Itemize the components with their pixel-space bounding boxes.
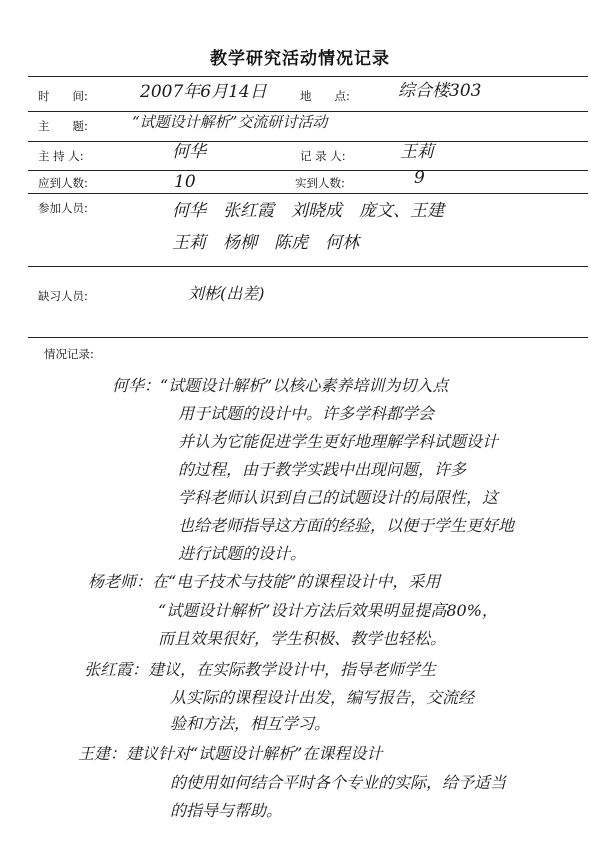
expected-count-value: 10 [174, 172, 196, 192]
record-line: 进行试题的设计。 [178, 544, 307, 563]
recorder-value: 王莉 [400, 142, 434, 162]
divider [28, 337, 588, 338]
record-line: 而且效果很好，学生积极、教学也轻松。 [158, 629, 447, 648]
place-label: 地 点: [300, 89, 350, 103]
participants-line: 何华 张红霞 刘晓成 庞文、王建 [172, 201, 444, 221]
time-value: 2007年6月14日 [140, 82, 267, 102]
divider [28, 141, 588, 142]
record-line: 学科老师认识到自己的试题设计的局限性，这 [178, 488, 499, 507]
record-line: 何华：“试题设计解析”以核心素养培训为切入点 [112, 376, 449, 395]
record-line: 的指导与帮助。 [170, 801, 283, 820]
participants-label: 参加人员: [38, 201, 88, 215]
record-line: 并认为它能促进学生更好地理解学科试题设计 [178, 432, 499, 451]
absent-value: 刘彬(出差) [188, 284, 265, 303]
record-line: 杨老师：在“电子技术与技能”的课程设计中，采用 [88, 572, 441, 591]
divider [28, 266, 588, 267]
place-value: 综合楼303 [398, 81, 482, 101]
topic-label: 主 题: [38, 119, 88, 133]
absent-label: 缺习人员: [38, 289, 88, 303]
record-line: 验和方法，相互学习。 [170, 714, 331, 733]
recorder-label: 记 录 人: [300, 149, 346, 163]
host-label: 主 持 人: [38, 149, 84, 163]
record-line: 王建：建议针对“试题设计解析”在课程设计 [78, 744, 383, 763]
time-label: 时 间: [38, 89, 88, 103]
record-line: 从实际的课程设计出发，编写报告，交流经 [170, 688, 475, 707]
record-line: “试题设计解析”设计方法后效果明显提高80%， [158, 601, 498, 620]
divider [28, 76, 588, 77]
record-line: 也给老师指导这方面的经验，以便于学生更好地 [178, 516, 515, 535]
divider [28, 170, 588, 171]
actual-count-label: 实到人数: [295, 176, 345, 190]
expected-count-label: 应到人数: [38, 176, 88, 190]
divider [28, 111, 588, 112]
host-value: 何华 [172, 142, 206, 162]
record-line: 用于试题的设计中。许多学科都学会 [178, 404, 435, 423]
record-line: 的过程，由于教学实践中出现问题，许多 [178, 460, 467, 479]
participants-line: 王莉 杨柳 陈虎 何林 [172, 233, 359, 253]
record-label: 情况记录: [44, 347, 94, 361]
page-title: 教学研究活动情况记录 [210, 49, 390, 69]
actual-count-value: 9 [414, 168, 425, 188]
record-line: 的使用如何结合平时各个专业的实际，给予适当 [170, 773, 507, 792]
divider [28, 193, 588, 194]
topic-value: “试题设计解析”交流研讨活动 [132, 113, 328, 131]
record-line: 张红霞：建议，在实际教学设计中，指导老师学生 [84, 660, 437, 679]
